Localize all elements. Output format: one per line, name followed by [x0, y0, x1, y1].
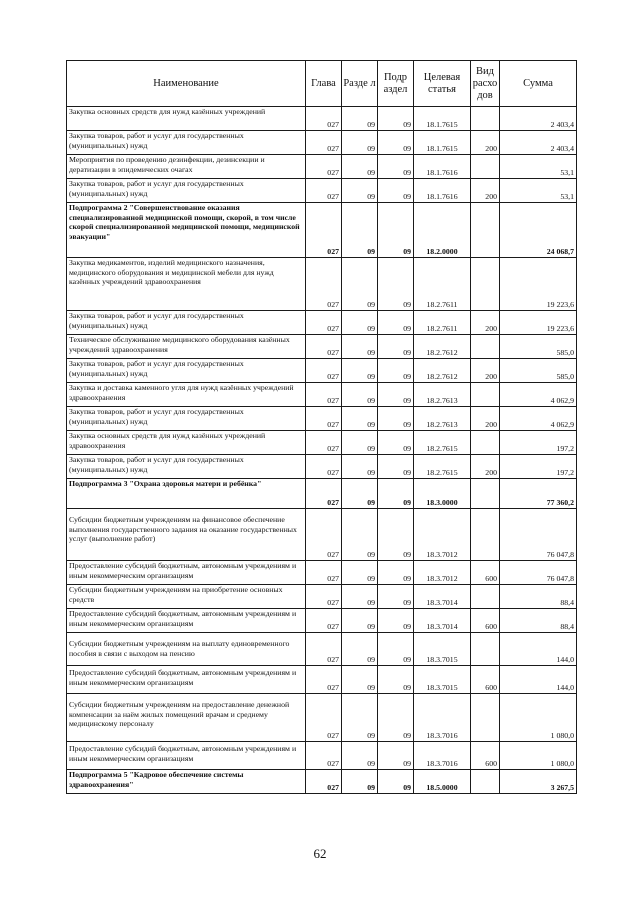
cell-name: Техническое обслуживание медицинского оборудования казённых учреждений здравоохранения	[67, 335, 306, 359]
cell-section: 09	[342, 407, 378, 431]
cell-sum: 1 080,0	[500, 742, 577, 770]
table-row	[67, 585, 577, 609]
cell-chapter: 027	[306, 203, 342, 258]
cell-name: Субсидии бюджетным учреждениям на приобретение основных средств	[67, 585, 306, 609]
cell-section: 09	[342, 311, 378, 335]
cell-target: 18.3.7014	[414, 609, 471, 633]
cell-chapter: 027	[306, 742, 342, 770]
cell-chapter: 027	[306, 107, 342, 131]
cell-name: Подпрограмма 3 "Охрана здоровья матери и ребёнка"	[67, 479, 306, 509]
cell-subsection: 09	[378, 561, 414, 585]
cell-type	[471, 585, 500, 609]
cell-target: 18.2.7613	[414, 407, 471, 431]
cell-target: 18.3.0000	[414, 479, 471, 509]
cell-subsection: 09	[378, 179, 414, 203]
cell-chapter: 027	[306, 666, 342, 694]
cell-type	[471, 479, 500, 509]
table-row	[67, 203, 577, 258]
cell-name: Закупка товаров, работ и услуг для государственных (муниципальных) нужд	[67, 359, 306, 383]
cell-sum: 585,0	[500, 359, 577, 383]
cell-type	[471, 383, 500, 407]
cell-name: Закупка товаров, работ и услуг для государственных (муниципальных) нужд	[67, 179, 306, 203]
cell-subsection: 09	[378, 131, 414, 155]
cell-target: 18.1.7616	[414, 179, 471, 203]
cell-chapter: 027	[306, 311, 342, 335]
cell-type: 600	[471, 609, 500, 633]
cell-type	[471, 335, 500, 359]
cell-sum: 197,2	[500, 455, 577, 479]
cell-chapter: 027	[306, 359, 342, 383]
cell-name: Подпрограмма 2 "Совершенствование оказания специализированной медицинской помощи, скорой, в том числе скорой специализированной медицинской помощи, медицинской эвакуации"	[67, 203, 306, 258]
header-type: Вид расхо дов	[471, 61, 500, 107]
cell-target: 18.3.7015	[414, 666, 471, 694]
cell-sum: 197,2	[500, 431, 577, 455]
cell-subsection: 09	[378, 203, 414, 258]
table-row	[67, 359, 577, 383]
cell-subsection: 09	[378, 609, 414, 633]
cell-subsection: 09	[378, 770, 414, 794]
cell-section: 09	[342, 203, 378, 258]
table-row	[67, 609, 577, 633]
cell-chapter: 027	[306, 179, 342, 203]
cell-sum: 88,4	[500, 585, 577, 609]
cell-chapter: 027	[306, 407, 342, 431]
cell-sum: 3 267,5	[500, 770, 577, 794]
cell-sum: 4 062,9	[500, 407, 577, 431]
cell-subsection: 09	[378, 258, 414, 311]
table-row	[67, 666, 577, 694]
cell-section: 09	[342, 258, 378, 311]
cell-section: 09	[342, 633, 378, 666]
cell-type	[471, 107, 500, 131]
cell-subsection: 09	[378, 383, 414, 407]
cell-chapter: 027	[306, 633, 342, 666]
cell-target: 18.1.7616	[414, 155, 471, 179]
header-sum: Сумма	[500, 61, 577, 107]
cell-section: 09	[342, 609, 378, 633]
cell-section: 09	[342, 383, 378, 407]
cell-sum: 76 047,8	[500, 509, 577, 561]
cell-section: 09	[342, 479, 378, 509]
cell-type	[471, 770, 500, 794]
cell-section: 09	[342, 742, 378, 770]
header-target: Целевая статья	[414, 61, 471, 107]
cell-target: 18.2.7615	[414, 455, 471, 479]
header-chapter: Глава	[306, 61, 342, 107]
table-row	[67, 155, 577, 179]
cell-sum: 19 223,6	[500, 311, 577, 335]
cell-chapter: 027	[306, 561, 342, 585]
table-row	[67, 455, 577, 479]
budget-table	[66, 60, 577, 794]
cell-target: 18.3.7015	[414, 633, 471, 666]
header-subsection: Подр аздел	[378, 61, 414, 107]
cell-target: 18.5.0000	[414, 770, 471, 794]
cell-section: 09	[342, 585, 378, 609]
cell-name: Закупка медикаментов, изделий медицинского назначения, медицинского оборудования и медицинской мебели для нужд казённых учреждений здравоохранения	[67, 258, 306, 311]
cell-chapter: 027	[306, 694, 342, 742]
cell-sum: 2 403,4	[500, 131, 577, 155]
table-row	[67, 431, 577, 455]
cell-target: 18.1.7615	[414, 107, 471, 131]
cell-chapter: 027	[306, 131, 342, 155]
table-row	[67, 335, 577, 359]
cell-name: Предоставление субсидий бюджетным, автономным учреждениям и иным некоммерческим организациям	[67, 561, 306, 585]
cell-sum: 4 062,9	[500, 383, 577, 407]
cell-sum: 19 223,6	[500, 258, 577, 311]
cell-type: 200	[471, 179, 500, 203]
cell-type	[471, 258, 500, 311]
cell-subsection: 09	[378, 455, 414, 479]
table-row	[67, 258, 577, 311]
cell-chapter: 027	[306, 585, 342, 609]
cell-name: Предоставление субсидий бюджетным, автономным учреждениям и иным некоммерческим организациям	[67, 609, 306, 633]
cell-type	[471, 203, 500, 258]
cell-chapter: 027	[306, 770, 342, 794]
cell-subsection: 09	[378, 359, 414, 383]
cell-chapter: 027	[306, 455, 342, 479]
cell-section: 09	[342, 666, 378, 694]
cell-section: 09	[342, 155, 378, 179]
cell-name: Субсидии бюджетным учреждениям на предоставление денежной компенсации за наём жилых помещений врачам и среднему медицинскому персоналу	[67, 694, 306, 742]
cell-sum: 144,0	[500, 666, 577, 694]
cell-section: 09	[342, 335, 378, 359]
cell-name: Закупка товаров, работ и услуг для государственных (муниципальных) нужд	[67, 407, 306, 431]
table-row	[67, 107, 577, 131]
cell-name: Мероприятия по проведению дезинфекции, дезинсекции и дератизации в эпидемических очагах	[67, 155, 306, 179]
cell-subsection: 09	[378, 742, 414, 770]
cell-chapter: 027	[306, 431, 342, 455]
cell-section: 09	[342, 359, 378, 383]
table-row	[67, 311, 577, 335]
table-row	[67, 407, 577, 431]
table-header-row	[67, 61, 577, 107]
cell-name: Закупка основных средств для нужд казённых учреждений	[67, 107, 306, 131]
table-row	[67, 131, 577, 155]
table-row	[67, 509, 577, 561]
cell-chapter: 027	[306, 479, 342, 509]
cell-target: 18.1.7615	[414, 131, 471, 155]
cell-chapter: 027	[306, 609, 342, 633]
table-row	[67, 770, 577, 794]
cell-target: 18.2.7611	[414, 311, 471, 335]
cell-section: 09	[342, 179, 378, 203]
cell-target: 18.2.7612	[414, 335, 471, 359]
cell-name: Подпрограмма 5 "Кадровое обеспечение системы здравоохранения"	[67, 770, 306, 794]
cell-target: 18.2.7613	[414, 383, 471, 407]
cell-sum: 585,0	[500, 335, 577, 359]
cell-section: 09	[342, 694, 378, 742]
cell-sum: 144,0	[500, 633, 577, 666]
cell-section: 09	[342, 455, 378, 479]
cell-target: 18.2.7615	[414, 431, 471, 455]
table-row	[67, 179, 577, 203]
cell-chapter: 027	[306, 155, 342, 179]
cell-target: 18.2.7611	[414, 258, 471, 311]
table-row	[67, 561, 577, 585]
cell-type: 600	[471, 742, 500, 770]
cell-chapter: 027	[306, 335, 342, 359]
cell-name: Предоставление субсидий бюджетным, автономным учреждениям и иным некоммерческим организациям	[67, 666, 306, 694]
cell-name: Закупка и доставка каменного угля для нужд казённых учреждений здравоохранения	[67, 383, 306, 407]
cell-name: Субсидии бюджетным учреждениям на финансовое обеспечение выполнения государственного задания на оказание государственных услуг (выполнение работ)	[67, 509, 306, 561]
cell-chapter: 027	[306, 509, 342, 561]
cell-type: 200	[471, 131, 500, 155]
cell-sum: 88,4	[500, 609, 577, 633]
cell-section: 09	[342, 431, 378, 455]
cell-type: 200	[471, 359, 500, 383]
table-row	[67, 479, 577, 509]
cell-target: 18.3.7012	[414, 561, 471, 585]
cell-subsection: 09	[378, 479, 414, 509]
table-row	[67, 742, 577, 770]
cell-type: 200	[471, 311, 500, 335]
cell-name: Субсидии бюджетным учреждениям на выплату единовременного пособия в связи с выходом на пенсию	[67, 633, 306, 666]
cell-sum: 53,1	[500, 155, 577, 179]
cell-type: 200	[471, 455, 500, 479]
cell-target: 18.3.7014	[414, 585, 471, 609]
cell-subsection: 09	[378, 509, 414, 561]
cell-sum: 2 403,4	[500, 107, 577, 131]
cell-section: 09	[342, 131, 378, 155]
cell-target: 18.2.7612	[414, 359, 471, 383]
cell-subsection: 09	[378, 633, 414, 666]
cell-subsection: 09	[378, 155, 414, 179]
cell-subsection: 09	[378, 107, 414, 131]
cell-type	[471, 431, 500, 455]
cell-type	[471, 633, 500, 666]
cell-target: 18.3.7016	[414, 742, 471, 770]
cell-name: Закупка основных средств для нужд казённых учреждений здравоохранения	[67, 431, 306, 455]
cell-chapter: 027	[306, 258, 342, 311]
cell-name: Закупка товаров, работ и услуг для государственных (муниципальных) нужд	[67, 131, 306, 155]
cell-type: 600	[471, 666, 500, 694]
cell-type	[471, 509, 500, 561]
cell-subsection: 09	[378, 585, 414, 609]
cell-sum: 24 068,7	[500, 203, 577, 258]
cell-sum: 53,1	[500, 179, 577, 203]
cell-subsection: 09	[378, 666, 414, 694]
cell-subsection: 09	[378, 335, 414, 359]
cell-target: 18.3.7012	[414, 509, 471, 561]
cell-sum: 1 080,0	[500, 694, 577, 742]
cell-type: 600	[471, 561, 500, 585]
header-section: Разде л	[342, 61, 378, 107]
cell-type	[471, 155, 500, 179]
cell-name: Закупка товаров, работ и услуг для государственных (муниципальных) нужд	[67, 311, 306, 335]
cell-sum: 76 047,8	[500, 561, 577, 585]
cell-section: 09	[342, 561, 378, 585]
header-name: Наименование	[67, 61, 306, 107]
cell-type: 200	[471, 407, 500, 431]
cell-chapter: 027	[306, 383, 342, 407]
cell-name: Закупка товаров, работ и услуг для государственных (муниципальных) нужд	[67, 455, 306, 479]
cell-target: 18.3.7016	[414, 694, 471, 742]
cell-name: Предоставление субсидий бюджетным, автономным учреждениям и иным некоммерческим организациям	[67, 742, 306, 770]
cell-subsection: 09	[378, 311, 414, 335]
cell-section: 09	[342, 509, 378, 561]
cell-sum: 77 360,2	[500, 479, 577, 509]
cell-section: 09	[342, 107, 378, 131]
cell-subsection: 09	[378, 431, 414, 455]
cell-subsection: 09	[378, 407, 414, 431]
cell-section: 09	[342, 770, 378, 794]
cell-target: 18.2.0000	[414, 203, 471, 258]
cell-type	[471, 694, 500, 742]
cell-subsection: 09	[378, 694, 414, 742]
page-number: 62	[313, 846, 327, 861]
table-row	[67, 633, 577, 666]
table-row	[67, 383, 577, 407]
table-row	[67, 694, 577, 742]
